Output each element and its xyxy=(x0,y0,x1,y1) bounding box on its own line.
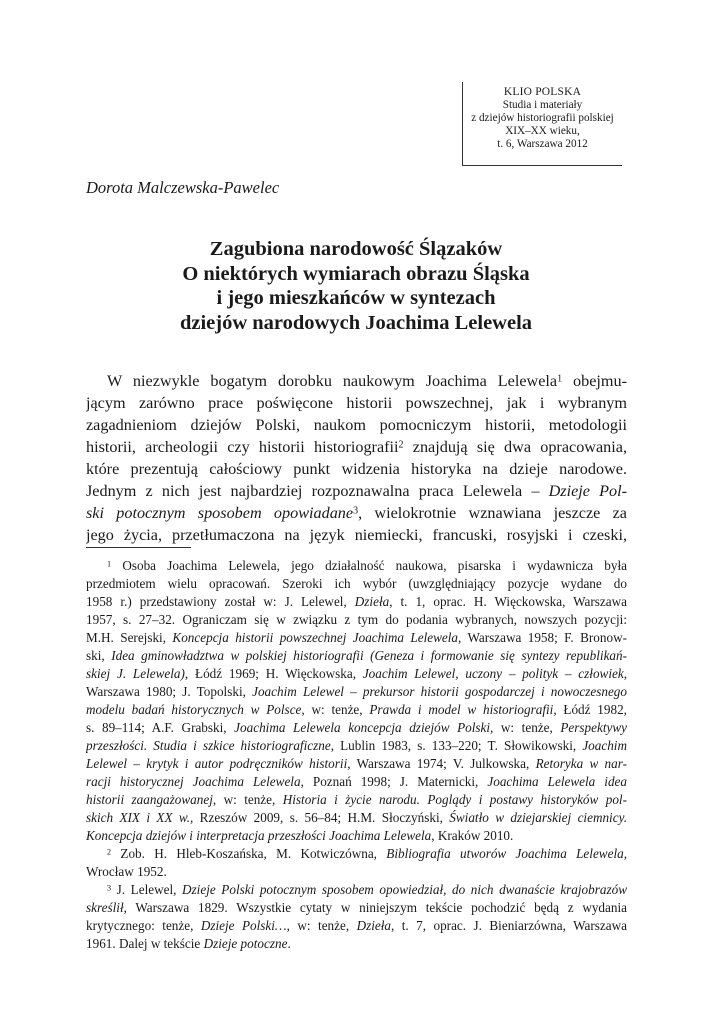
footnote-line: przedmiotem wielu opracowań. Szeroki ich wybór (uwzględniający pozycje wydane do xyxy=(86,576,627,591)
article-title xyxy=(86,237,626,335)
series-period: XIX–XX wieku, xyxy=(505,125,580,137)
footnote-line: modelu badań historycznych w Polsce, w: tenże, Prawda i model w historiografii, Łódź 1982, xyxy=(86,702,627,717)
footnote-2: $^2$ Zob. H. Hleb-Koszańska, M. Kotwiczówna, Bibliografia utworów Joachima Lelewela, xyxy=(107,846,627,861)
footnote-line: 1961. Dalej w tekście Dzieje potoczne. xyxy=(86,936,291,951)
footnote-line: skreślił, Warszawa 1829. Wszystkie cytaty w niniejszym tekście pochodzić będą z wydania xyxy=(86,900,627,915)
body-line: jego życia, przetłumaczona na język niemiecki, francuski, rosyjski i czeski, xyxy=(86,526,627,544)
footnote-line: racji historycznej Joachima Lelewela, Poznań 1998; J. Maternicki, Joachima Lelewela idea xyxy=(86,774,627,789)
footnote-line: Wrocław 1952. xyxy=(86,864,167,879)
footnote-3: $^3$ J. Lelewel, Dzieje Polski potocznym sposobem opowiedział, do nich dwanaście krajobrazów xyxy=(107,882,627,897)
footnote-line: Lelewel – krytyk i autor podręczników historii, Warszawa 1974; V. Julkowska, Retoryka w nar- xyxy=(86,756,627,771)
footnote-line: M.H. Serejski, Koncepcja historii powszechnej Joachima Lelewela, Warszawa 1958; F. Bronow- xyxy=(86,630,627,645)
footnote-line: 1957, s. 27–32. Ograniczam się w związku z tym do podania wybranych, nowszych pozycji: xyxy=(86,612,627,627)
body-line: jącym zarówno prace poświęcone historii powszechnej, jak i wybranym xyxy=(86,394,627,412)
footnote-1: $^1$ Osoba Joachima Lelewela, jego działalność naukowa, pisarska i wydawnicza była xyxy=(107,558,627,573)
body-line: Jednym z nich jest najbardziej rozpoznawalna praca Lelewela – Dzieje Pol- xyxy=(86,482,627,500)
series-title: KLIO POLSKA xyxy=(503,86,582,98)
title-line: i jego mieszkańców w syntezach xyxy=(216,287,496,309)
series-subtitle: Studia i materiały xyxy=(502,99,583,111)
body-line: W niezwykle bogatym dorobku naukowym Joachima Lelewela$^1$ obejmu- xyxy=(107,372,627,390)
footnote-ref: 2 xyxy=(398,439,404,451)
body-line: ski potocznym sposobem opowiadane$^3$, wielokrotnie wznawiana jeszcze za xyxy=(86,504,627,522)
footnote-line: przeszłości. Studia i szkice historiograficzne, Lublin 1983, s. 133–220; T. Słowikowski, Joachim xyxy=(86,738,627,753)
body-line: zagadnieniom dziejów Polski, naukom pomocniczym historii, metodologii xyxy=(86,416,627,434)
series-subtitle-2: z dziejów historiografii polskiej xyxy=(471,112,614,124)
footnote-line: 1958 r.) przedstawiony został w: J. Lelewel, Dzieła, t. 1, oprac. H. Więckowska, Warszawa xyxy=(86,594,627,609)
footnote-line: ski, Idea gminowładztwa w polskiej historiografii (Geneza i formowanie się syntezy republikań- xyxy=(86,648,627,663)
series-info-box xyxy=(462,82,622,166)
title-line: Zagubiona narodowość Ślązaków xyxy=(209,238,503,260)
series-volume: t. 6, Warszawa 2012 xyxy=(497,138,588,150)
article-author: Dorota Malczewska-Pawelec xyxy=(86,178,280,197)
footnote-line: krytycznego: tenże, Dzieje Polski…, w: tenże, Dzieła, t. 7, oprac. J. Bieniarzówna, Warszawa xyxy=(86,918,627,933)
body-line: które prezentują całościowy punkt widzenia historyka na dzieje narodowe. xyxy=(86,460,627,478)
footnote-line: s. 89–114; A.F. Grabski, Joachima Lelewela koncepcja dziejów Polski, w: tenże, Perspektywy xyxy=(86,720,627,735)
title-line: O niektórych wymiarach obrazu Śląska xyxy=(182,262,530,285)
footnote-line: Warszawa 1980; J. Topolski, Joachim Lelewel – prekursor historii gospodarczej i nowoczesnego xyxy=(86,684,627,699)
footnote-separator xyxy=(86,547,191,548)
body-line: historii, archeologii czy historii historiografii$^2$ znajdują się dwa opracowania, xyxy=(86,438,627,456)
footnote-ref: 3 xyxy=(353,505,359,517)
footnote-line: skich XIX i XX w., Rzeszów 2009, s. 56–84; H.M. Słoczyński, Światło w dziejarskiej ciemnicy. xyxy=(86,810,627,825)
footnote-line: Koncepcja dziejów i interpretacja przeszłości Joachima Lelewela, Kraków 2010. xyxy=(86,828,514,843)
footnote-line: skiej J. Lelewela), Łódź 1969; H. Więckowska, Joachim Lelewel, uczony – polityk – człowiek, xyxy=(86,666,627,681)
title-line: dziejów narodowych Joachima Lelewela xyxy=(179,311,533,334)
footnote-ref: 1 xyxy=(557,373,563,385)
footnote-line: historii zaangażowanej, w: tenże, Historia i życie narodu. Poglądy i postawy historyków pol- xyxy=(86,792,627,807)
